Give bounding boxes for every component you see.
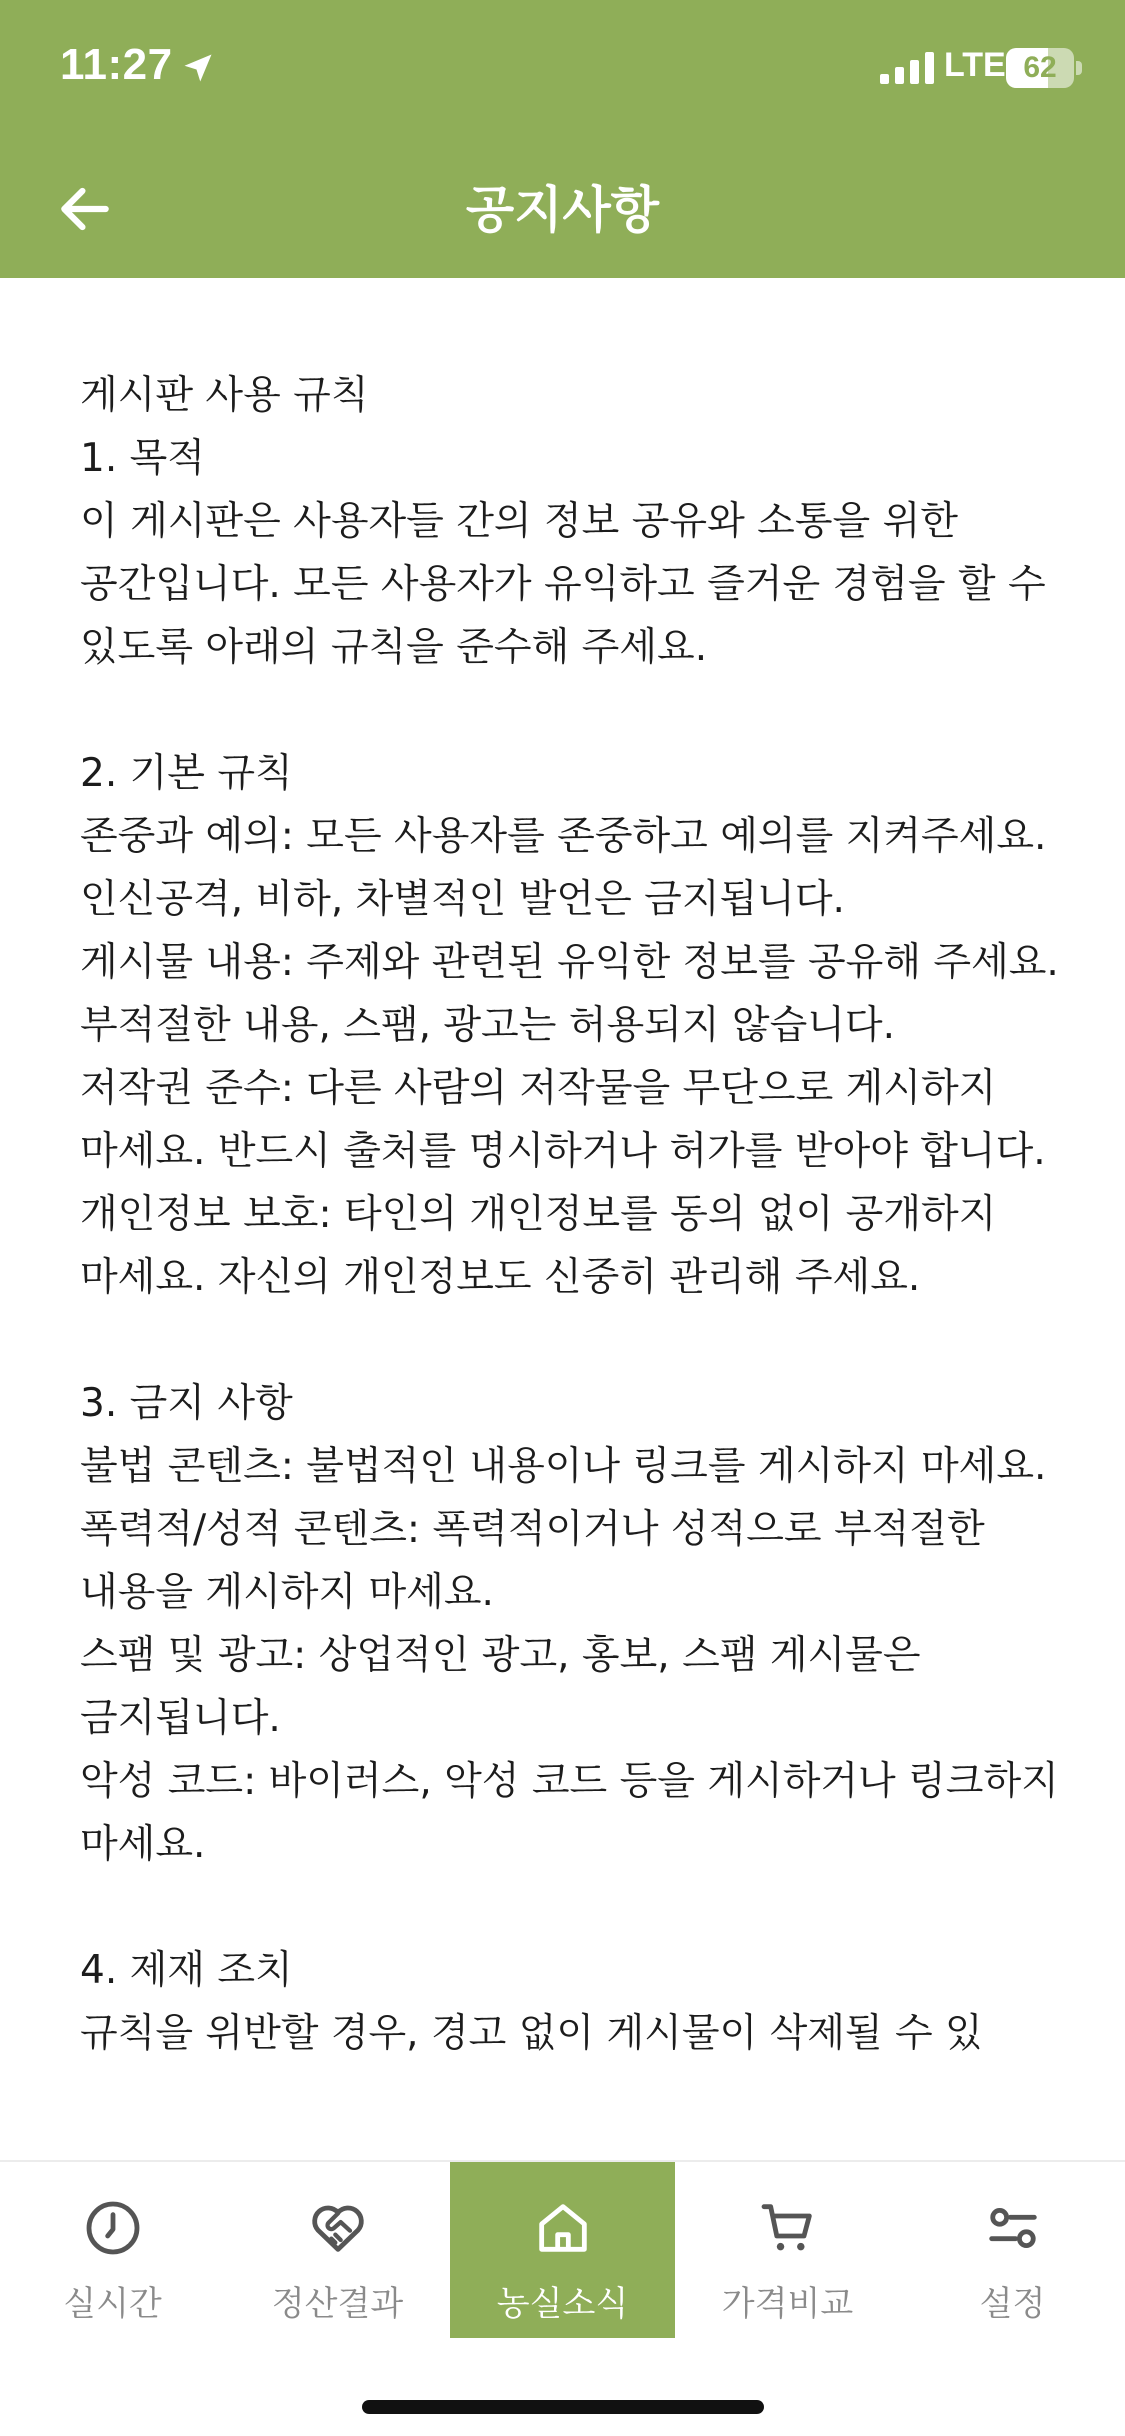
tab-price-compare[interactable] [675, 2162, 900, 2338]
location-arrow-icon [180, 50, 216, 86]
status-bar [0, 0, 1125, 140]
cart-icon [756, 2196, 820, 2260]
tab-label: 설정 [979, 2284, 1046, 2324]
status-time: 11:27 [60, 40, 173, 89]
nav-bar [0, 140, 1125, 278]
header [0, 0, 1125, 278]
tab-label: 정산결과 [271, 2284, 404, 2324]
home-indicator [362, 2400, 764, 2414]
home-icon [531, 2196, 595, 2260]
clock-icon [81, 2196, 145, 2260]
cellular-signal-icon [880, 52, 936, 84]
tab-label: 가격비교 [721, 2284, 854, 2324]
heart-handshake-icon [306, 2196, 370, 2260]
battery-nub [1076, 61, 1082, 75]
tab-settlement[interactable] [225, 2162, 450, 2338]
sliders-icon [981, 2196, 1045, 2260]
page-title: 공지사항 [465, 181, 660, 239]
battery-percent: 62 [1023, 51, 1057, 84]
tab-settings[interactable] [900, 2162, 1125, 2338]
tab-bar [0, 2160, 1125, 2436]
notice-body-text: 게시판 사용 규칙 1. 목적 이 게시판은 사용자들 간의 정보 공유와 소통을 위한 공간입니다. 모든 사용자가 유익하고 즐거운 경험을 할 수 있도록 아래의 규칙을 준수해 주세요. 2. 기본 규칙 존중과 예의: 모든 사용자를 존중하고 예의를 지켜주세요. 인신공격, 비하, 차별적인 발언은 금지됩니다. 게시물 내용: 주제와 관련된 유익한 정보를 공유해 주세요. 부적절한 내용, 스팸, 광고는 허용되지 않습니다. 저작권 준수: 다른 사람의 저작물을 무단으로 게시하지 마세요. 반드시 출처를 명시하거나 허가를 받아야 합니다. 개인정보 보호: 타인의 개인정보를 동의 없이 공개하지 마세요. 자신의 개인정보도 신중히 관리해 주세요. 3. 금지 사항 불법 콘텐츠: 불법적인 내용이나 링크를 게시하지 마세요. 폭력적/성적 콘텐츠: 폭력적이거나 성적으로 부적절한 내용을 게시하지 마세요. 스팸 및 광고: 상업적인 광고, 홍보, 스팸 게시물은 금지됩니다. 악성 코드: 바이러스, 악성 코드 등을 게시하거나 링크하지 마세요. 4. 제재 조치 규칙을 위반할 경우, 경고 없이 게시물이 삭제될 수 있 [80, 373, 1059, 2056]
battery-icon [1006, 48, 1082, 88]
tab-label: 농실소식 [496, 2284, 629, 2324]
network-type: LTE [944, 46, 1006, 84]
tab-realtime[interactable] [0, 2162, 225, 2338]
battery-body [1006, 48, 1074, 88]
tab-label: 실시간 [63, 2284, 162, 2324]
notice-content[interactable] [0, 278, 1125, 2160]
tab-news[interactable] [450, 2162, 675, 2338]
